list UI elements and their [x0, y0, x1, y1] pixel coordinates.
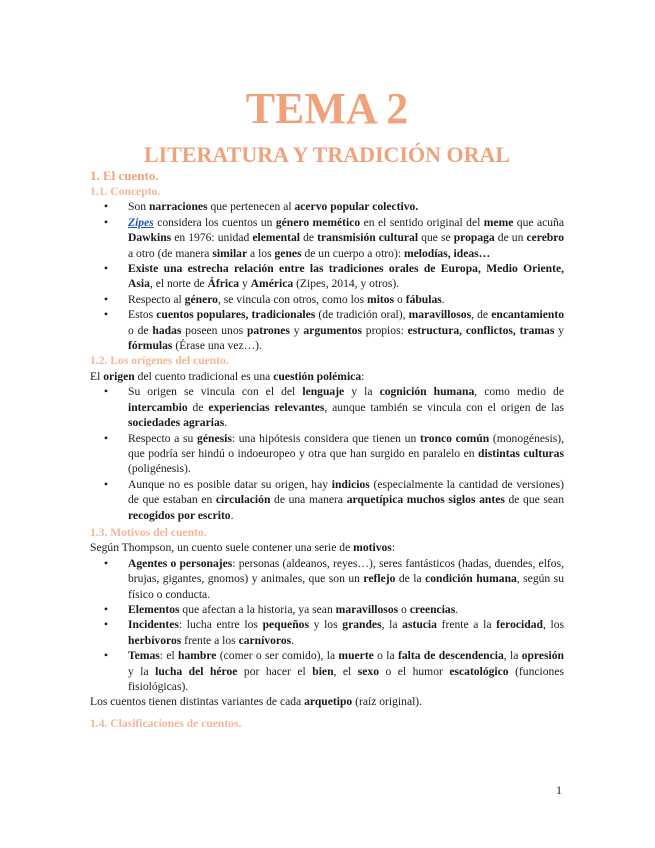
list-item: • Respecto al género, se vincula con otros, como los mitos o fábulas. [103, 291, 445, 306]
bullet-icon: • [103, 291, 109, 306]
motifs-outro: Los cuentos tienen distintas variantes de cada arquetipo (raíz original). [90, 695, 423, 709]
list-item: • Respecto a su génesis: una hipótesis considera que tienen un tronco común (monogénesis), que podría ser hindú o indoeuropeo y otra que han surgido en paralelo en distintas culturas (poligénesis). [103, 430, 565, 476]
bullet-icon: • [103, 199, 109, 214]
bullet-icon: • [103, 617, 109, 632]
bullet-icon: • [103, 384, 109, 399]
motifs-list [90, 556, 564, 695]
section-heading-1: 1. El cuento. [90, 168, 159, 183]
list-item: • Aunque no es posible datar su origen, hay indicios (especialmente la cantidad de versiones) de que estaban en circulación de una manera arquetípica muchos siglos antes de que sean recogidos por escrito. [103, 476, 565, 522]
bullet-icon: • [103, 307, 109, 322]
document-title: TEMA 2 [245, 84, 409, 133]
section-heading-1-3: 1.3. Motivos del cuento. [90, 525, 207, 539]
page-number: 1 [556, 783, 562, 797]
list-item: • Existe una estrecha relación entre las tradiciones orales de Europa, Medio Oriente, Asia, el norte de África y América (Zipes, 2014, y otros). [103, 261, 564, 291]
list-item: • Son narraciones que pertenecen al acervo popular colectivo. [103, 199, 419, 214]
bullet-icon: • [103, 648, 109, 663]
list-item: • Su origen se vincula con el del lenguaje y la cognición humana, como medio de intercambio de experiencias relevantes, aunque también se vincula con el origen de las sociedades agrarias. [103, 384, 565, 430]
concept-list [90, 199, 564, 353]
bullet-icon: • [103, 476, 109, 491]
motifs-intro: Según Thompson, un cuento suele contener una serie de motivos: [90, 541, 396, 555]
document-page [90, 0, 564, 848]
origins-list [90, 384, 564, 523]
section-heading-1-2: 1.2. Los orígenes del cuento. [90, 354, 229, 368]
document-subtitle: LITERATURA Y TRADICIÓN ORAL [143, 142, 511, 167]
list-item: • Temas: el hambre (comer o ser comido), la muerte o la falta de descendencia, la opresión y la lucha del héroe por hacer el bien, el sexo o el humor escatológico (funciones fisiológicas). [103, 648, 565, 693]
section-heading-1-1: 1.1. Concepto. [90, 185, 161, 198]
bullet-icon: • [103, 601, 109, 616]
bullet-icon: • [103, 430, 109, 445]
document-body [90, 168, 564, 731]
bullet-icon: • [103, 555, 109, 570]
list-item: • Agentes o personajes: personas (aldeanos, reyes…), seres fantásticos (hadas, duendes, elfos, brujas, gigantes, gnomos) y animales, que son un reflejo de la condición humana, según su físico o conducta. [103, 555, 564, 601]
list-item: • Estos cuentos populares, tradicionales (de tradición oral), maravillosos, de encantamiento o de hadas poseen unos patrones y argumentos propios: estructura, conflictos, tramas y fórmulas (Érase una vez…). [103, 307, 564, 353]
origins-intro: El origen del cuento tradicional es una cuestión polémica: [90, 369, 365, 383]
bullet-icon: • [103, 261, 109, 276]
list-item: • Incidentes: lucha entre los pequeños y los grandes, la astucia frente a la ferocidad, los herbívoros frente a los carnívoros. [103, 617, 565, 647]
list-item: • Elementos que afectan a la historia, ya sean maravillosos o creencias. [103, 601, 459, 616]
bullet-icon: • [103, 214, 109, 229]
list-item: • Zipes considera los cuentos un género memético en el sentido original del meme que acuña Dawkins en 1976: unidad elemental de transmisión cultural que se propaga de un cerebro a otro (de manera similar a los genes de un cuerpo a otro): melodías, ideas… [103, 214, 565, 260]
zipes-link[interactable]: Zipes [128, 215, 154, 229]
section-heading-1-4: 1.4. Clasificaciones de cuentos. [90, 716, 242, 730]
